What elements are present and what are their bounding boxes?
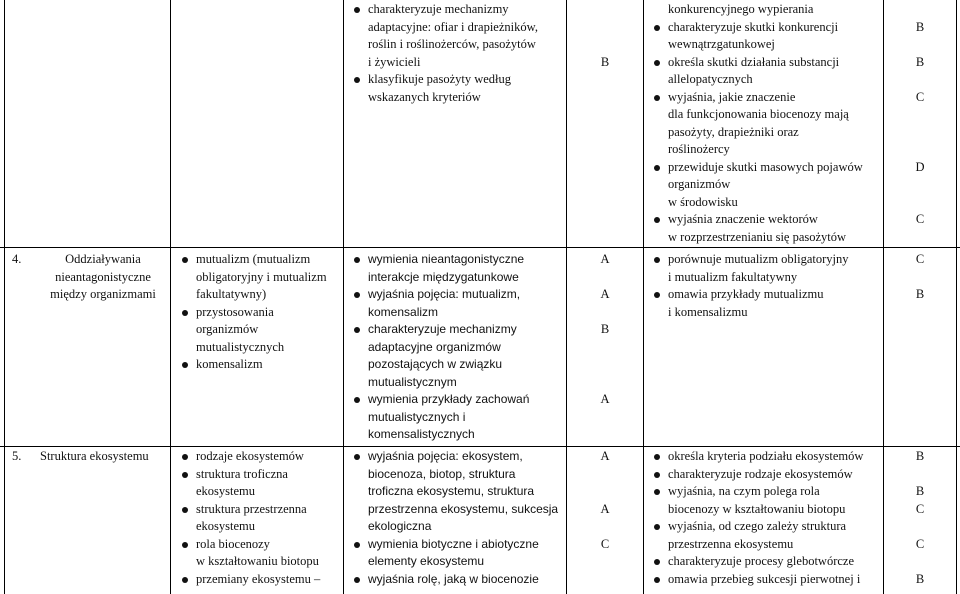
bullet-item: wyjaśnia pojęcia: ekosystem, — [352, 448, 558, 466]
extended-requirements-continued — [652, 1, 863, 246]
bullet-item-continuation: obligatoryjny i mutualizm — [196, 269, 327, 284]
table-border-right — [956, 0, 957, 594]
bullet-item: wymienia nieantagonistyczne — [352, 251, 529, 269]
bullet-item-continuation: adaptacyjne: ofiar i drapieżników, — [368, 19, 538, 34]
bullet-item-continuation: komensalizm — [368, 304, 439, 319]
requirement-level — [567, 466, 643, 484]
requirement-level: A — [600, 392, 610, 406]
requirement-level: A — [600, 449, 610, 463]
bullet-item: komensalizm — [180, 356, 327, 374]
requirement-level — [884, 553, 956, 571]
bullet-item-continuation: adaptacyjne organizmów — [368, 339, 501, 354]
bullet-item-continuation: mutualistycznych i — [368, 409, 466, 424]
bullet-item: przewiduje skutki masowych pojawów — [652, 159, 863, 177]
topic-4-title — [40, 251, 166, 304]
requirement-level: B — [600, 322, 610, 336]
topic-5-title: Struktura ekosystemu — [40, 449, 149, 463]
bullet-item: struktura przestrzenna — [180, 501, 320, 519]
topic-5-number: 5. — [12, 449, 22, 463]
bullet-item: charakteryzuje skutki konkurencji — [652, 19, 863, 37]
bullet-item-continuation: wewnątrzgatunkowej — [668, 37, 775, 51]
bullet-item-continuation: przestrzenna ekosystemu — [668, 536, 794, 551]
bullet-item-continuation: przestrzenna ekosystemu, sukcesja — [368, 501, 559, 516]
requirement-level: C — [915, 252, 925, 266]
requirement-level — [567, 409, 643, 427]
bullet-item: omawia przykłady mutualizmu — [652, 286, 849, 304]
bullet-item-continuation: w kształtowaniu biotopu — [196, 554, 319, 568]
bullet-item: wymienia biotyczne i abiotyczne — [352, 536, 558, 554]
requirement-level — [884, 194, 956, 212]
bullet-item: przemiany ekosystemu – — [180, 571, 320, 589]
requirement-level — [567, 71, 643, 89]
extended-level-continued — [884, 1, 956, 246]
bullet-item-continuation: pozostających w związku — [368, 357, 503, 371]
bullet-item: określa kryteria podziału ekosystemów — [652, 448, 863, 466]
bullet-item-continuation: biocenoza, biotop, struktura — [368, 466, 516, 481]
requirement-level — [884, 124, 956, 142]
requirement-level: C — [600, 536, 610, 551]
bullet-item: charakteryzuje rodzaje ekosystemów — [652, 466, 863, 484]
requirement-level — [567, 1, 643, 19]
extended-level-topic-5 — [884, 448, 956, 588]
requirement-level — [567, 304, 643, 322]
requirement-level: B — [915, 484, 925, 498]
bullet-item: wyjaśnia, jakie znaczenie — [652, 89, 863, 107]
basic-level-topic-5 — [567, 448, 643, 588]
requirement-level — [884, 141, 956, 159]
basic-level-continued — [567, 1, 643, 106]
column-divider-level-basic — [643, 0, 644, 594]
requirement-level — [567, 89, 643, 107]
bullet-item-continuation: ekosystemu — [196, 484, 256, 498]
bullet-item: wyjaśnia pojęcia: mutualizm, — [352, 286, 529, 304]
bullet-item-continuation: w rozprzestrzenianiu się pasożytów — [668, 229, 847, 244]
basic-requirements-continued — [352, 1, 538, 106]
requirement-level — [567, 426, 643, 444]
bullet-item: mutualizm (mutualizm — [180, 251, 327, 269]
bullet-item: charakteryzuje mechanizmy — [352, 1, 538, 19]
bullet-item: wyjaśnia, od czego zależy struktura — [652, 518, 863, 536]
bullet-item-continuation: wskazanych kryteriów — [368, 89, 481, 104]
bullet-item: porównuje mutualizm obligatoryjny — [652, 251, 849, 269]
requirement-level — [884, 269, 956, 287]
bullet-item-continuation: pasożyty, drapieżniki oraz — [668, 124, 799, 139]
extended-requirements-topic-4 — [652, 251, 849, 321]
requirement-level: B — [915, 54, 925, 69]
requirement-level — [567, 483, 643, 501]
bullet-item: charakteryzuje procesy glebotwórcze — [652, 553, 863, 571]
topic-4-title-line: między organizmami — [50, 287, 156, 301]
requirement-level — [567, 518, 643, 536]
bullet-item-continuation: roślinożercy — [668, 142, 730, 156]
bullet-item-continuation: komensalistycznych — [368, 427, 475, 441]
bullet-item: określa skutki działania substancji — [652, 54, 863, 72]
row-divider-topic-5 — [0, 446, 960, 447]
requirement-level: B — [915, 287, 925, 301]
requirement-level: C — [915, 536, 925, 551]
basic-requirements-topic-5 — [352, 448, 558, 588]
basic-level-topic-4 — [567, 251, 643, 444]
requirement-level — [884, 71, 956, 89]
requirement-level — [567, 356, 643, 374]
requirement-level: B — [915, 449, 925, 463]
extended-requirements-topic-5 — [652, 448, 863, 588]
requirement-level: A — [600, 501, 610, 516]
bullet-item-continuation: interakcje międzygatunkowe — [368, 269, 519, 284]
requirement-level — [884, 518, 956, 536]
bullet-item: charakteryzuje mechanizmy — [352, 321, 529, 339]
bullet-item-continuation: organizmów — [668, 177, 731, 191]
requirement-level: C — [915, 501, 925, 516]
bullet-item-continuation: konkurencyjnego wypierania — [668, 2, 814, 16]
bullet-item: przystosowania — [180, 304, 327, 322]
requirement-level — [567, 374, 643, 392]
bullet-item: wyjaśnia, na czym polega rola — [652, 483, 863, 501]
bullet-item: klasyfikuje pasożyty według — [352, 71, 538, 89]
bullet-item-continuation: troficzna ekosystemu, struktura — [368, 484, 535, 498]
bullet-item: rodzaje ekosystemów — [180, 448, 320, 466]
bullet-item-continuation: fakultatywny) — [196, 287, 267, 301]
requirement-level: C — [915, 89, 925, 104]
bullet-item: rola biocenozy — [180, 536, 320, 554]
bullet-item-continuation: ekosystemu — [196, 519, 256, 533]
bullet-item-continuation: biocenozy w kształtowaniu biotopu — [668, 501, 846, 516]
requirement-level — [567, 339, 643, 357]
column-divider-content — [343, 0, 344, 594]
extended-level-topic-4 — [884, 251, 956, 321]
requirement-level — [567, 269, 643, 287]
requirement-level — [567, 36, 643, 54]
topic-4-number: 4. — [12, 252, 22, 266]
bullet-item-continuation: i komensalizmu — [668, 304, 748, 319]
requirement-level — [884, 176, 956, 194]
requirement-level: B — [915, 19, 925, 34]
bullet-item: wyjaśnia znaczenie wektorów — [652, 211, 863, 229]
basic-requirements-topic-4 — [352, 251, 529, 444]
bullet-item-continuation: dla funkcjonowania biocenozy mają — [668, 107, 849, 121]
bullet-item-continuation: mutualistycznych — [196, 339, 285, 354]
bullet-item: wyjaśnia rolę, jaką w biocenozie — [352, 571, 558, 589]
requirement-level — [884, 36, 956, 54]
requirement-level — [884, 106, 956, 124]
requirement-level: A — [600, 287, 610, 301]
topic-4-title-line: nieantagonistyczne — [55, 269, 151, 284]
bullet-item-continuation: i żywicieli — [368, 54, 421, 69]
requirement-level — [567, 571, 643, 589]
requirement-level — [567, 553, 643, 571]
bullet-item: omawia przebieg sukcesji pierwotnej i — [652, 571, 863, 589]
bullet-item: wymienia przykłady zachowań — [352, 391, 529, 409]
bullet-item-continuation: organizmów — [196, 322, 259, 336]
table-border-left — [4, 0, 5, 594]
bullet-item-continuation: roślin i roślinożerców, pasożytów — [368, 37, 536, 51]
requirement-level — [884, 1, 956, 19]
content-list-topic-4 — [180, 251, 327, 374]
bullet-item-continuation: i mutualizm fakultatywny — [668, 269, 798, 284]
requirement-level — [567, 19, 643, 37]
topic-4-title-line: Oddziaływania — [65, 252, 141, 266]
content-list-topic-5 — [180, 448, 320, 588]
requirement-level: D — [915, 159, 925, 174]
requirement-level — [884, 229, 956, 247]
bullet-item: struktura troficzna — [180, 466, 320, 484]
bullet-item-continuation: ekologiczna — [368, 519, 432, 533]
bullet-item-continuation: w środowisku — [668, 194, 738, 209]
row-divider-topic-4 — [0, 247, 960, 248]
requirement-level: C — [915, 212, 925, 226]
bullet-item-continuation: mutualistycznym — [368, 374, 457, 389]
column-divider-topic — [170, 0, 171, 594]
requirement-level — [884, 466, 956, 484]
bullet-item-continuation: allelopatycznych — [668, 72, 753, 86]
bullet-item-continuation: elementy ekosystemu — [368, 554, 485, 568]
requirement-level — [884, 304, 956, 322]
requirement-level: B — [600, 54, 610, 69]
requirement-level: A — [600, 252, 610, 266]
requirement-level: B — [915, 571, 925, 586]
